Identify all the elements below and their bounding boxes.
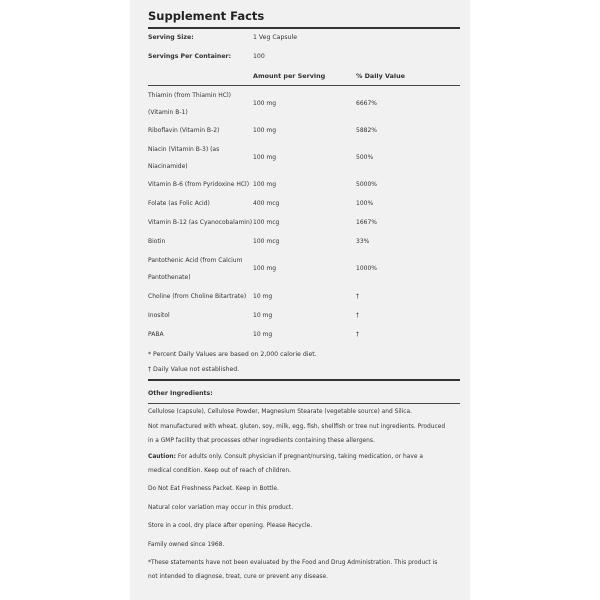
serving-size-label: Serving Size: (148, 34, 194, 41)
servings-per-container-value: 100 (253, 53, 265, 60)
ingredients-divider (148, 403, 460, 404)
nutrient-daily-value: 500% (356, 154, 374, 161)
nutrient-amount: 10 mg (253, 293, 273, 300)
allergen-statement: Not manufactured with wheat, gluten, soy, milk, egg, fish, shellfish or tree nut ingredients. Produced in a GMP facility that processes other ingredients containing these allergens. (148, 424, 446, 444)
other-ingredients-text: Cellulose (capsule), Cellulose Powder, Magnesium Stearate (vegetable source) and Silica. (148, 409, 412, 415)
caution-statement (148, 451, 448, 478)
footnote-percent-daily: * Percent Daily Values are based on 2,000 calorie diet. (148, 351, 317, 358)
nutrient-name: Thiamin (from Thiamin HCl) (Vitamin B-1) (148, 92, 231, 116)
nutrient-name: Folate (as Folic Acid) (148, 200, 210, 207)
family-owned-statement: Family owned since 1968. (148, 542, 225, 548)
storage-statement: Store in a cool, dry place after opening. Please Recycle. (148, 523, 313, 529)
header-divider (148, 85, 460, 86)
nutrient-amount: 100 mg (253, 181, 277, 188)
nutrient-name: Vitamin B-12 (as Cyanocobalamin) (148, 219, 253, 226)
nutrient-daily-value: † (356, 331, 359, 338)
footnote-divider (148, 379, 460, 381)
color-variation-statement: Natural color variation may occur in this product. (148, 505, 294, 511)
caution-label: Caution: (148, 454, 176, 460)
nutrient-name: Biotin (148, 238, 166, 245)
other-ingredients-label: Other Ingredients: (148, 390, 213, 397)
nutrient-name: Pantothenic Acid (from Calcium Pantothenate) (148, 257, 243, 281)
footnote-daily-value: † Daily Value not established. (148, 366, 240, 373)
nutrient-name: Inositol (148, 312, 170, 319)
freshness-statement: Do Not Eat Freshness Packet. Keep in Bottle. (148, 486, 279, 492)
nutrient-name: Riboflavin (Vitamin B-2) (148, 127, 220, 134)
nutrient-amount: 100 mg (253, 265, 277, 272)
nutrient-amount: 400 mcg (253, 200, 280, 207)
nutrient-daily-value: 1000% (356, 265, 377, 272)
amount-column-header: Amount per Serving (253, 72, 326, 80)
nutrient-name: PABA (148, 331, 164, 338)
nutrient-amount: 100 mg (253, 100, 277, 107)
nutrient-amount: 100 mg (253, 127, 277, 134)
caution-text: For adults only. Consult physician if pregnant/nursing, taking medication, or have a medical condition. Keep out of reach of children. (148, 454, 423, 474)
nutrient-amount: 100 mg (253, 154, 277, 161)
nutrient-daily-value: 1667% (356, 219, 377, 226)
nutrient-amount: 10 mg (253, 312, 273, 319)
serving-size-value: 1 Veg Capsule (253, 34, 298, 41)
nutrient-name: Vitamin B-6 (from Pyridoxine HCl) (148, 181, 250, 188)
nutrient-daily-value: 5000% (356, 181, 377, 188)
nutrient-daily-value: 6667% (356, 100, 377, 107)
nutrient-daily-value: † (356, 293, 359, 300)
servings-per-container-label: Servings Per Container: (148, 53, 232, 60)
nutrient-amount: 100 mcg (253, 238, 280, 245)
nutrient-name: Choline (from Choline Bitartrate) (148, 293, 247, 300)
nutrient-daily-value: † (356, 312, 359, 319)
title-divider (148, 27, 460, 29)
fda-disclaimer: *These statements have not been evaluated by the Food and Drug Administration. This product is not intended to diagnose, treat, cure or prevent any disease. (148, 560, 438, 580)
nutrient-daily-value: 5882% (356, 127, 377, 134)
nutrient-amount: 10 mg (253, 331, 273, 338)
daily-value-column-header: % Daily Value (356, 72, 405, 80)
nutrient-name: Niacin (Vitamin B-3) (as Niacinamide) (148, 146, 220, 170)
nutrient-daily-value: 100% (356, 200, 374, 207)
page-title: Supplement Facts (148, 9, 265, 23)
nutrient-amount: 100 mcg (253, 219, 280, 226)
nutrient-daily-value: 33% (356, 238, 370, 245)
